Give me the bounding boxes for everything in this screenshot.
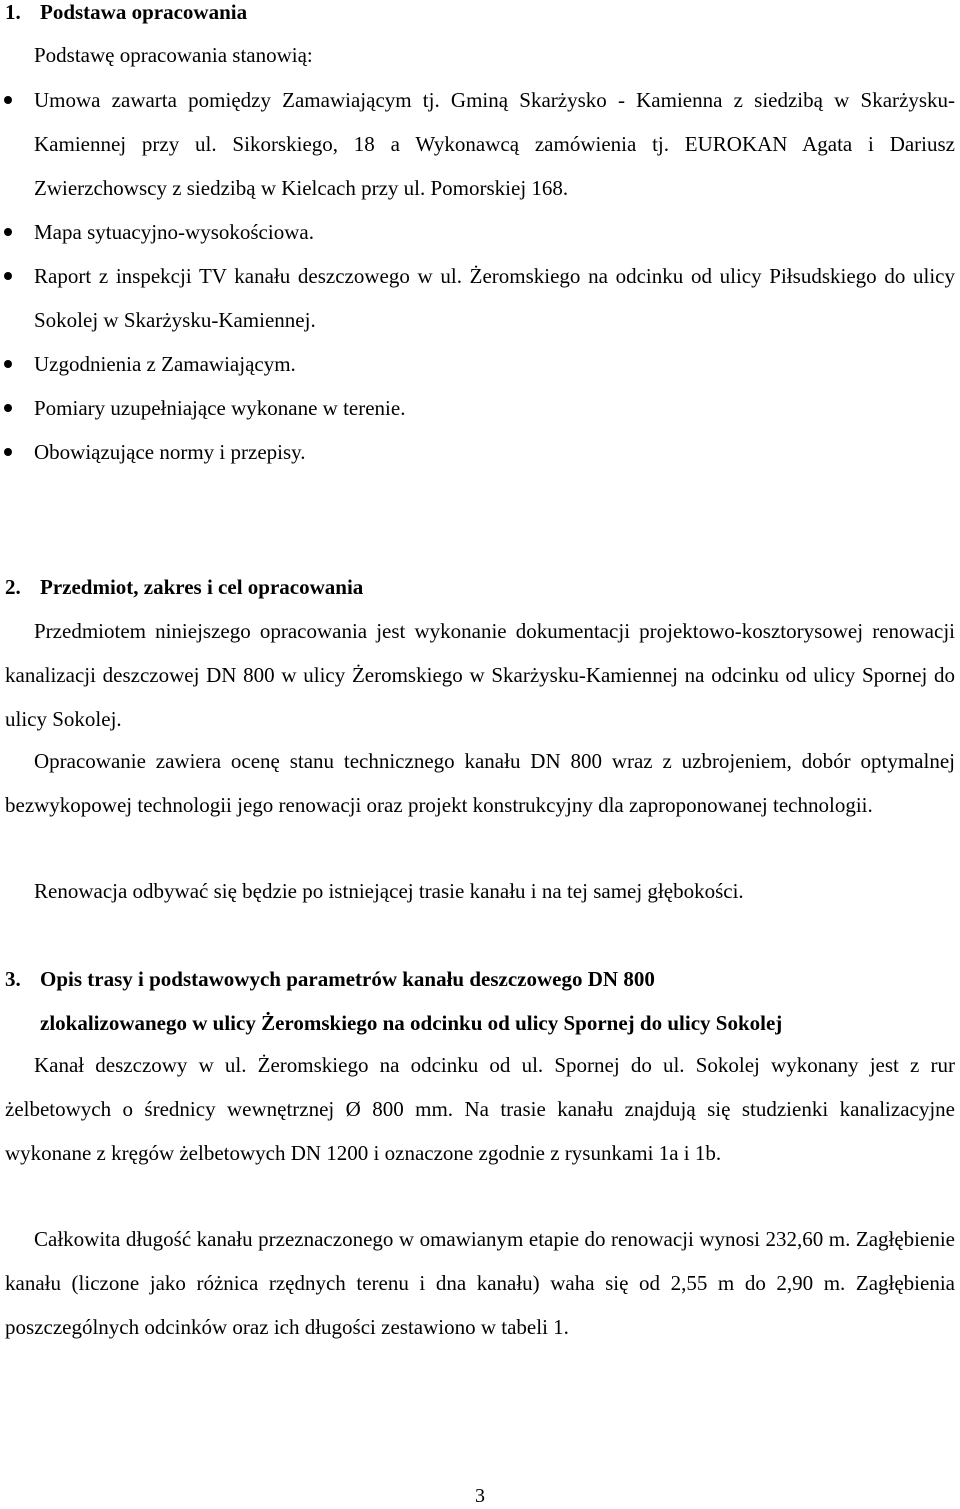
list-item-text: Mapa sytuacyjno-wysokościowa.: [34, 220, 314, 244]
list-item-text: Obowiązujące normy i przepisy.: [34, 440, 306, 464]
section-3-title-line-2: zlokalizowanego w ulicy Żeromskiego na odcinku od ulicy Spornej do ulicy Sokolej: [40, 1011, 783, 1035]
section-3-paragraph-1: Kanał deszczowy w ul. Żeromskiego na odcinku od ul. Spornej do ul. Sokolej wykonany jest z rur żelbetowych o średnicy wewnętrznej Ø 800 mm. Na trasie kanału znajdują się studzienki kanalizacyjne wykonane z kręgów żelbetowych DN 1200 i oznaczone zgodnie z rysunkami 1a i 1b.: [5, 1053, 955, 1165]
section-2-paragraph-3: Renowacja odbywać się będzie po istniejącej trasie kanału i na tej samej głębokości.: [34, 879, 744, 903]
list-item: [0, 254, 955, 342]
bullet-icon: [4, 272, 12, 280]
list-item: [0, 342, 955, 386]
list-item-text: Raport z inspekcji TV kanału deszczowego w ul. Żeromskiego na odcinku od ulicy Piłsudskiego do ulicy Sokolej w Skarżysku-Kamiennej.: [34, 264, 955, 332]
list-item-text: Umowa zawarta pomiędzy Zamawiającym tj. Gminą Skarżysko - Kamienna z siedzibą w Skarżysku-Kamiennej przy ul. Sikorskiego, 18 a Wykonawcą zamówienia tj. EUROKAN Agata i Dariusz Zwierzchowscy z siedzibą w Kielcach przy ul. Pomorskiej 168.: [34, 88, 955, 200]
section-1-heading: [5, 0, 955, 34]
section-3-heading: [5, 957, 955, 1045]
bullet-icon: [4, 228, 12, 236]
section-3-number: 3.: [5, 967, 21, 991]
list-item-text: Pomiary uzupełniające wykonane w terenie.: [34, 396, 406, 420]
list-item: [0, 78, 955, 210]
list-item-text: Uzgodnienia z Zamawiającym.: [34, 352, 296, 376]
section-2-heading: [5, 565, 955, 609]
section-2-paragraph-2: Opracowanie zawiera ocenę stanu technicznego kanału DN 800 wraz z uzbrojeniem, dobór optymalnej bezwykopowej technologii jego renowacji oraz projekt konstrukcyjny dla zaproponowanej technologii.: [5, 749, 955, 817]
bullet-icon: [4, 96, 12, 104]
section-2-number: 2.: [5, 575, 21, 599]
section-1-number: 1.: [5, 0, 21, 24]
list-item: [0, 430, 955, 474]
section-1-title: Podstawa opracowania: [40, 0, 248, 24]
section-2-title: Przedmiot, zakres i cel opracowania: [40, 575, 364, 599]
section-3-paragraph-2: Całkowita długość kanału przeznaczonego w omawianym etapie do renowacji wynosi 232,60 m. Zagłębienie kanału (liczone jako różnica rzędnych terenu i dna kanału) waha się od 2,55 m do 2,90 m. Zagłębienia poszczególnych odcinków oraz ich długości zestawiono w tabeli 1.: [5, 1227, 955, 1339]
bullet-icon: [4, 448, 12, 456]
bullet-icon: [4, 404, 12, 412]
list-item: [0, 210, 955, 254]
list-item: [0, 386, 955, 430]
page-number: 3: [475, 1485, 485, 1507]
basis-list: [0, 78, 955, 474]
section-2-paragraph-1: Przedmiotem niniejszego opracowania jest wykonanie dokumentacji projektowo-kosztorysowej renowacji kanalizacji deszczowej DN 800 w ulicy Żeromskiego w Skarżysku-Kamiennej na odcinku od ulicy Spornej do ulicy Sokolej.: [5, 619, 955, 731]
bullet-icon: [4, 360, 12, 368]
section-3-title-line-1: Opis trasy i podstawowych parametrów kanału deszczowego DN 800: [40, 967, 655, 991]
section-1-intro: Podstawę opracowania stanowią:: [34, 43, 313, 67]
